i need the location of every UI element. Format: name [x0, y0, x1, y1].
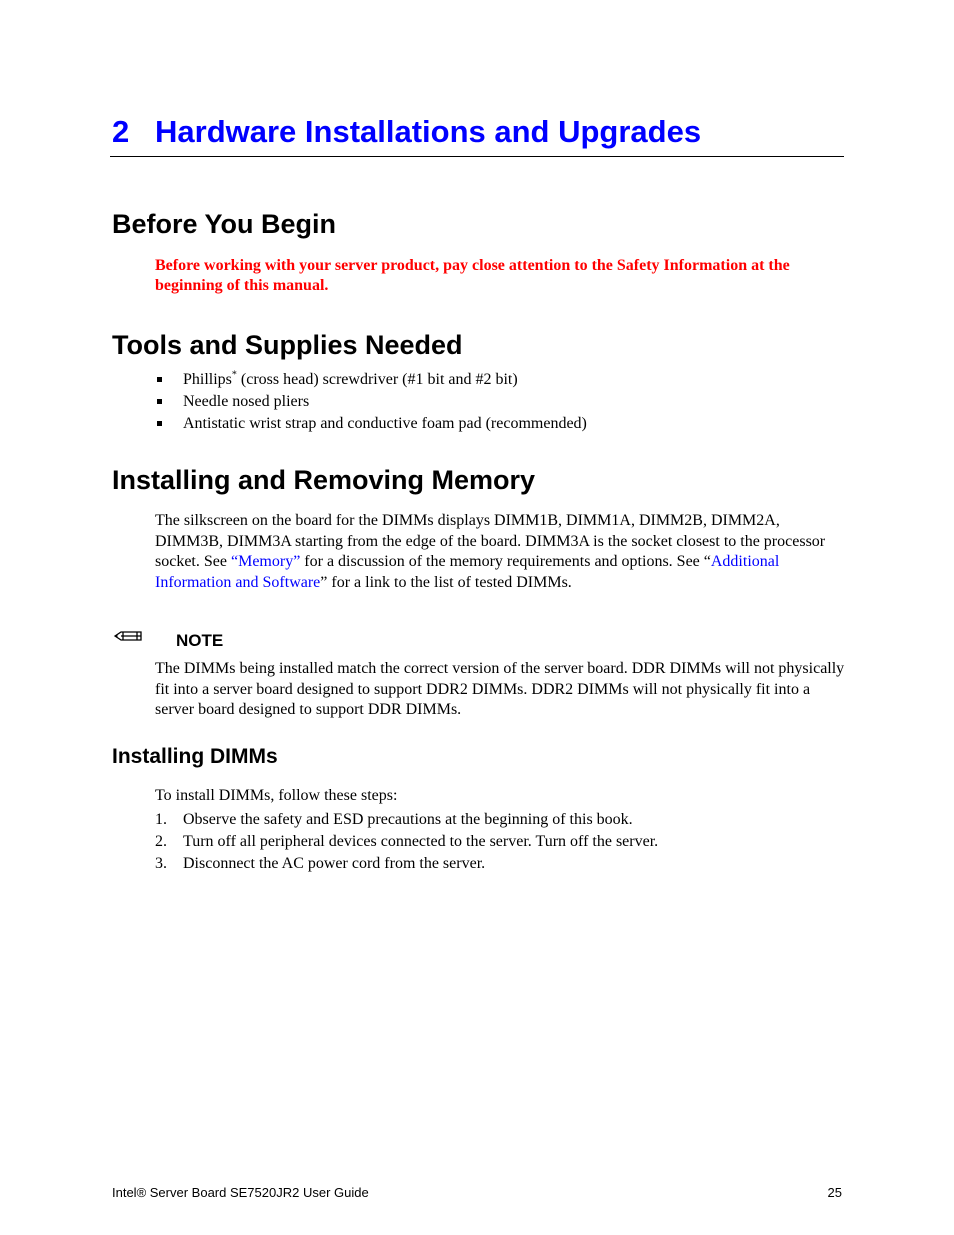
chapter-number: 2: [112, 114, 130, 149]
memory-paragraph-text: ” for a link to the list of tested DIMMs.: [320, 573, 572, 591]
step-text: Observe the safety and ESD precautions at the beginning of this book.: [183, 811, 633, 828]
tools-list: [155, 369, 845, 435]
install-steps-list: [155, 809, 845, 875]
tool-name: Antistatic wrist strap and conductive foam pad (recommended): [183, 415, 587, 432]
footer-title: Intel® Server Board SE7520JR2 User Guide: [112, 1185, 369, 1200]
tool-name: Needle nosed pliers: [183, 393, 310, 410]
list-item: [155, 831, 845, 853]
section-heading-tools: Tools and Supplies Needed: [112, 330, 463, 360]
trademark-asterisk: *: [231, 369, 237, 381]
step-text: Disconnect the AC power cord from the server.: [183, 855, 486, 872]
install-intro: To install DIMMs, follow these steps:: [155, 787, 398, 804]
list-item: [155, 809, 845, 831]
section-heading-before-you-begin: Before You Begin: [112, 209, 337, 239]
tool-name: Phillips: [183, 371, 232, 388]
chapter-heading: [112, 110, 844, 154]
bullet-marker: [157, 377, 162, 382]
additional-info-link[interactable]: Additional Information and Software: [155, 553, 780, 591]
safety-warning: Before working with your server product, pay close attention to the Safety Information at the beginning of this manual.: [155, 257, 790, 294]
step-text: Turn off all peripheral devices connected to the server. Turn off the server.: [183, 833, 659, 850]
memory-paragraph: [155, 511, 845, 593]
tool-description: (cross head) screwdriver (#1 bit and #2 bit): [236, 371, 518, 388]
memory-link[interactable]: “Memory”: [230, 553, 301, 570]
list-item: [155, 369, 845, 391]
chapter-divider: [110, 156, 844, 157]
note-text: The DIMMs being installed match the correct version of the server board. DDR DIMMs will not physically fit into a server board designed to support DDR2 DIMMs. DDR2 DIMMs will not physically fit into a server board designed to support DDR DIMMs.: [155, 660, 845, 718]
list-item: [155, 853, 845, 875]
page-number: 25: [827, 1185, 842, 1200]
step-number: 3.: [155, 855, 167, 872]
subsection-heading-installing-dimms: Installing DIMMs: [112, 745, 278, 768]
step-number: 2.: [155, 833, 167, 850]
list-item: [155, 413, 845, 435]
section-heading-memory: Installing and Removing Memory: [112, 465, 536, 495]
bullet-marker: [157, 399, 162, 404]
note-label: NOTE: [176, 631, 224, 650]
memory-paragraph-text: The silkscreen on the board for the DIMMs displays DIMM1B, DIMM1A, DIMM2B, DIMM2A, DIMM3B, DIMM3A starting from the edge of the board. DIMM3A is the socket closest to the processor socket. See: [155, 512, 826, 570]
bullet-marker: [157, 421, 162, 426]
memory-paragraph-text: for a discussion of the memory requirements and options. See “: [300, 553, 711, 570]
chapter-title: Hardware Installations and Upgrades: [155, 114, 702, 149]
pencil-icon: [112, 626, 146, 646]
list-item: [155, 391, 845, 413]
step-number: 1.: [155, 811, 167, 828]
